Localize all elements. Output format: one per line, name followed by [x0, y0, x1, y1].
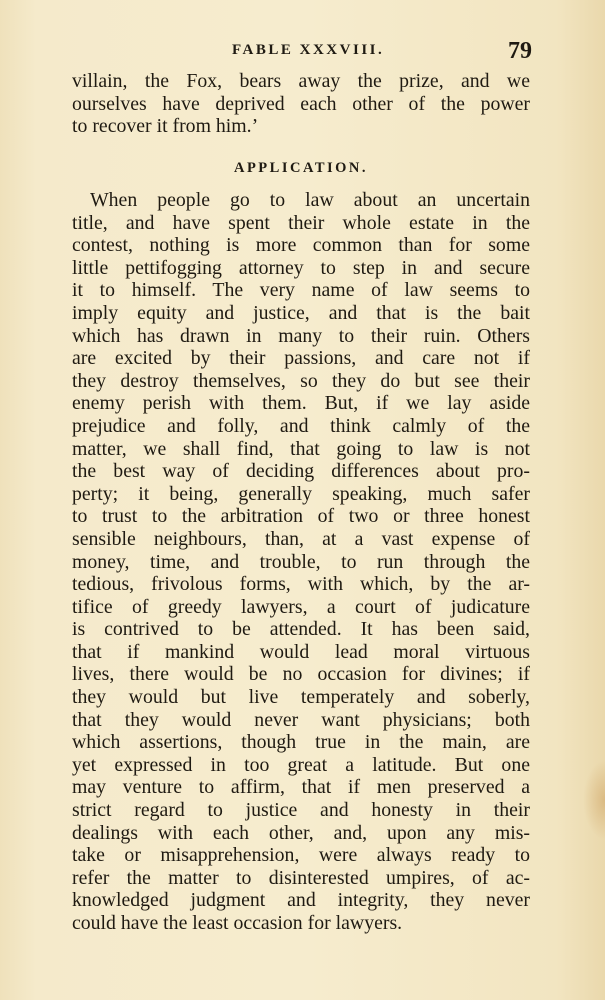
text-line: they destroy themselves, so they do but see their	[72, 369, 530, 392]
text-line: sensible neighbours, than, at a vast expense of	[72, 527, 530, 550]
text-line: may venture to affirm, that if men preserved a	[72, 776, 530, 799]
text-line: are excited by their passions, and care not if	[72, 347, 530, 370]
text-line: it to himself. The very name of law seems to	[72, 279, 530, 302]
text-line: refer the matter to disinterested umpires, of ac-	[72, 866, 530, 889]
text-line: title, and have spent their whole estate in the	[72, 211, 530, 234]
text-line: the best way of deciding differences about pro-	[72, 460, 530, 483]
running-head: FABLE XXXVIII.	[232, 42, 385, 58]
text-line: When people go to law about an uncertain	[90, 189, 530, 211]
paper-stain	[583, 760, 605, 840]
text-line: could have the least occasion for lawyers.	[72, 912, 403, 934]
application-paragraph	[72, 189, 530, 935]
text-line: is contrived to be attended. It has been said,	[72, 618, 530, 641]
text-line: matter, we shall find, that going to law is not	[72, 437, 530, 460]
text-line: prejudice and folly, and think calmly of the	[72, 414, 530, 437]
text-line: imply equity and justice, and that is the bait	[72, 301, 530, 324]
page-number: 79	[508, 38, 532, 64]
section-heading: APPLICATION.	[233, 160, 369, 176]
text-line: lives, there would be no occasion for divines; if	[72, 663, 530, 686]
text-line: to trust to the arbitration of two or three honest	[72, 505, 530, 528]
text-line: dealings with each other, and, upon any mis-	[72, 821, 530, 844]
text-line: tedious, frivolous forms, with which, by the ar-	[72, 573, 530, 596]
page-header	[72, 38, 532, 68]
text-line: perty; it being, generally speaking, much safer	[72, 482, 530, 505]
text-line: they would but live temperately and soberly,	[72, 686, 530, 709]
text-line: to recover it from him.’	[72, 115, 259, 138]
text-line: villain, the Fox, bears away the prize, and we	[72, 70, 530, 92]
text-line: take or misapprehension, were always ready to	[72, 844, 530, 867]
text-line: little pettifogging attorney to step in and secure	[72, 256, 530, 279]
text-line: that they would never want physicians; both	[72, 708, 530, 731]
text-line: tifice of greedy lawyers, a court of judicature	[72, 595, 530, 618]
text-line: which assertions, though true in the main, are	[72, 731, 530, 754]
text-line: money, time, and trouble, to run through the	[72, 550, 530, 573]
text-line: which has drawn in many to their ruin. Others	[72, 324, 530, 347]
text-line: contest, nothing is more common than for some	[72, 234, 530, 257]
text-line: ourselves have deprived each other of the power	[72, 92, 530, 115]
fable-closing-paragraph	[72, 70, 530, 138]
text-line: that if mankind would lead moral virtuous	[72, 640, 530, 663]
text-line: knowledged judgment and integrity, they never	[72, 889, 530, 912]
text-line: enemy perish with them. But, if we lay aside	[72, 392, 530, 415]
text-line: yet expressed in too great a latitude. But one	[72, 753, 530, 776]
text-line: strict regard to justice and honesty in their	[72, 799, 530, 822]
